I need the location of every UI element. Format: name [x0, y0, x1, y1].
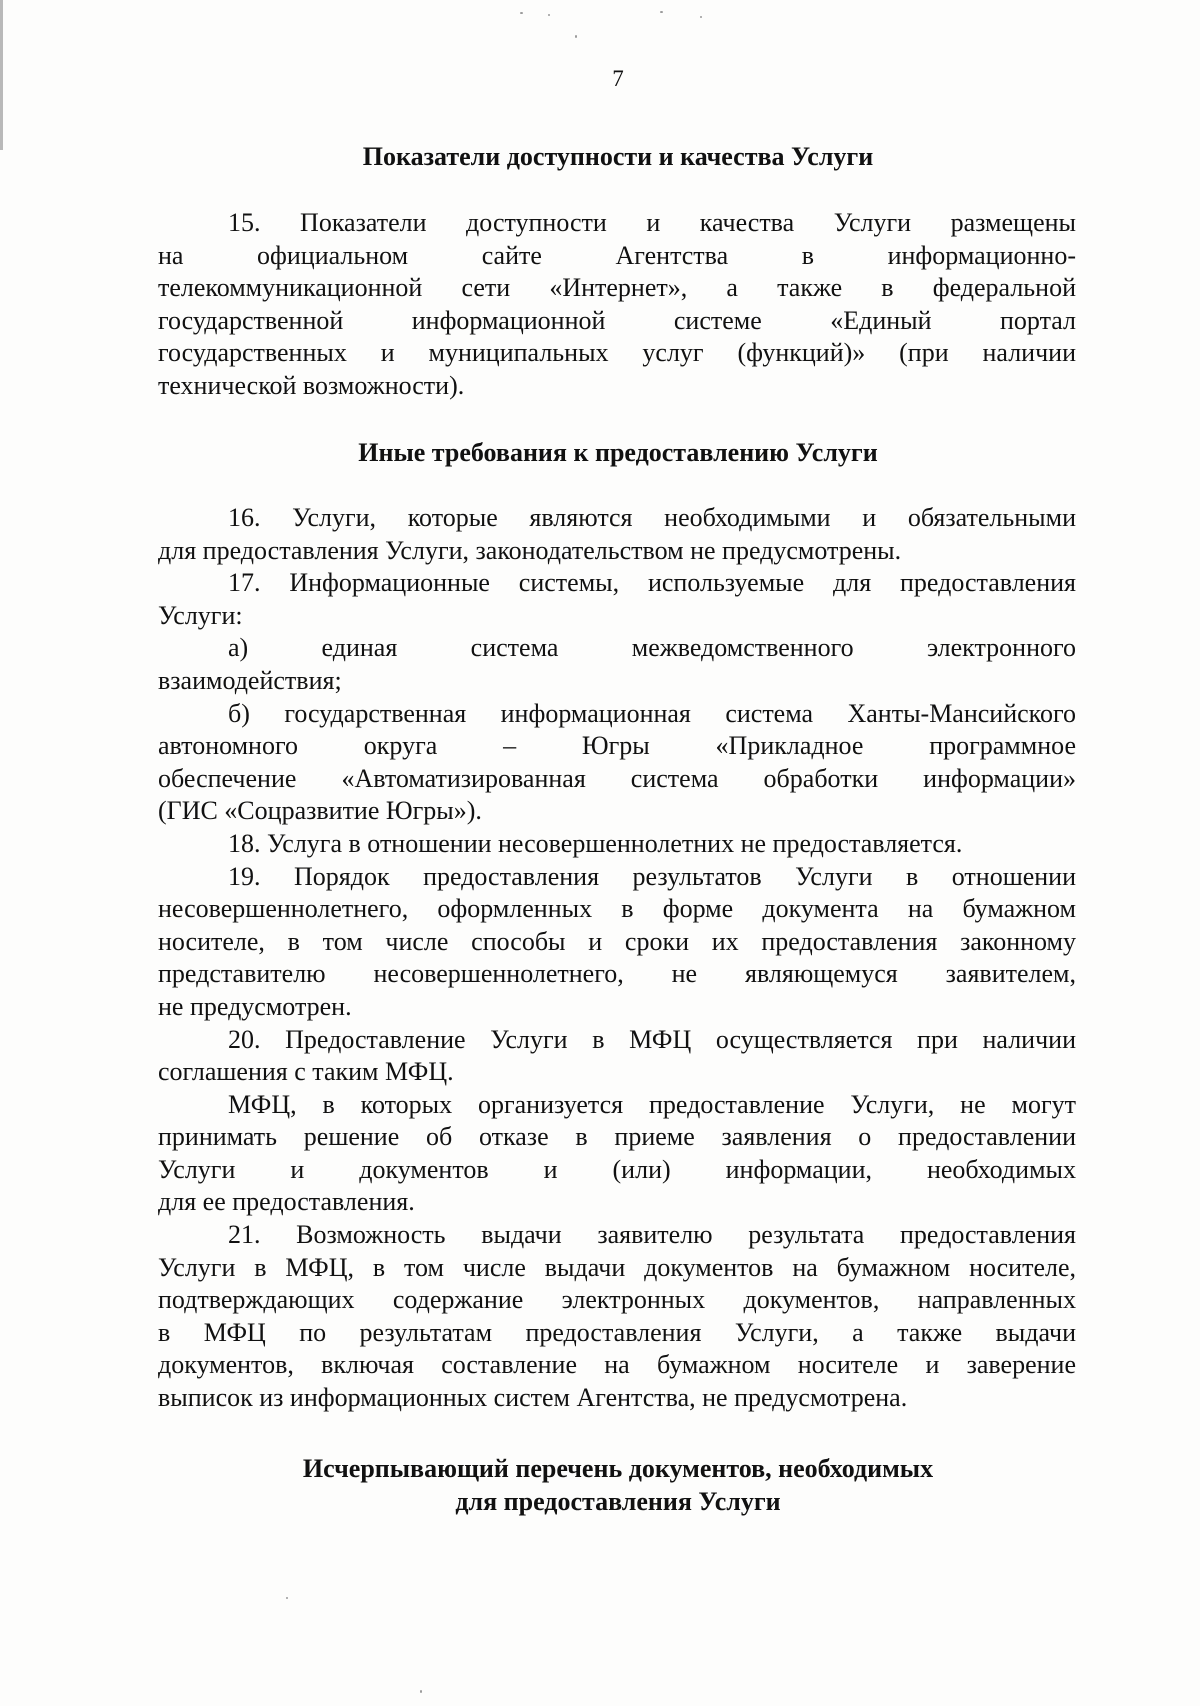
- paragraph-17-line: 17. Информационные системы, используемые для предоставления: [228, 568, 1076, 598]
- scan-speck: [660, 11, 663, 13]
- paragraph-21-line: в МФЦ по результатам предоставления Услуги, а также выдачи: [158, 1317, 1076, 1347]
- paragraph-16-line: для предоставления Услуги, законодательством не предусмотрены.: [158, 535, 902, 565]
- paragraph-18-line: 18. Услуга в отношении несовершеннолетних не предоставляется.: [228, 828, 963, 858]
- paragraph-20b-line: МФЦ, в которых организуется предоставление Услуги, не могут: [228, 1089, 1076, 1119]
- body-section: [158, 502, 1076, 1415]
- paragraph-20-line: 20. Предоставление Услуги в МФЦ осуществляется при наличии: [228, 1024, 1076, 1054]
- paragraph-line: 15. Показатели доступности и качества Услуги размещены: [228, 208, 1076, 237]
- heading-line: Исчерпывающий перечень документов, необходимых: [302, 1454, 934, 1483]
- heading-accessibility-quality: Показатели доступности и качества Услуги: [362, 142, 874, 171]
- paragraph-21-line: документов, включая составление на бумажном носителе и заверение: [158, 1350, 1076, 1380]
- paragraph-15: [158, 207, 1076, 403]
- paragraph-20b-line: для ее предоставления.: [158, 1187, 415, 1217]
- paragraph-19-line: несовершеннолетнего, оформленных в форме документа на бумажном: [158, 894, 1076, 924]
- scan-speck: [286, 1597, 288, 1599]
- heading-document-list: [158, 1452, 1078, 1518]
- paragraph-20b-line: принимать решение об отказе в приеме заявления о предоставлении: [158, 1122, 1076, 1152]
- scan-speck: [575, 35, 577, 38]
- paragraph-17b-line: автономного округа – Югры «Прикладное программное: [158, 731, 1076, 761]
- paragraph-17a-line: взаимодействия;: [158, 665, 342, 695]
- paragraph-19-line: 19. Порядок предоставления результатов Услуги в отношении: [228, 861, 1076, 891]
- paragraph-19-line: не предусмотрен.: [158, 991, 352, 1021]
- scan-speck: [520, 12, 523, 14]
- paragraph-line: государственных и муниципальных услуг (функций)» (при наличии: [158, 338, 1076, 368]
- paragraph-19-line: представителю несовершеннолетнего, не являющемуся заявителем,: [158, 959, 1076, 989]
- paragraph-line: на официальном сайте Агентства в информационно-: [158, 240, 1076, 270]
- paragraph-17b-line: обеспечение «Автоматизированная система обработки информации»: [158, 763, 1076, 793]
- paragraph-20-line: соглашения с таким МФЦ.: [158, 1057, 454, 1087]
- scan-speck: [420, 1690, 422, 1693]
- paragraph-21-line: Услуги в МФЦ, в том числе выдачи документов на бумажном носителе,: [158, 1252, 1076, 1282]
- paragraph-17-line: Услуги:: [158, 600, 243, 630]
- paragraph-17a-line: а) единая система межведомственного электронного: [228, 633, 1076, 663]
- paragraph-21-line: подтверждающих содержание электронных документов, направленных: [158, 1285, 1076, 1315]
- paragraph-19-line: носителе, в том числе способы и сроки их предоставления законному: [158, 926, 1076, 956]
- paragraph-21-line: выписок из информационных систем Агентства, не предусмотрена.: [158, 1383, 908, 1413]
- paragraph-line: технической возможности).: [158, 370, 465, 400]
- page-number: 7: [612, 66, 624, 91]
- paragraph-21-line: 21. Возможность выдачи заявителю результата предоставления: [228, 1220, 1076, 1250]
- paragraph-16-line: 16. Услуги, которые являются необходимыми и обязательными: [228, 503, 1076, 532]
- scan-speck: [700, 16, 702, 18]
- paragraph-line: государственной информационной системе «Единый портал: [158, 305, 1076, 335]
- heading-other-requirements: Иные требования к предоставлению Услуги: [358, 438, 878, 467]
- heading-line: для предоставления Услуги: [455, 1487, 781, 1516]
- paragraph-17b-line: б) государственная информационная система Ханты-Мансийского: [228, 698, 1076, 728]
- paragraph-line: телекоммуникационной сети «Интернет», а также в федеральной: [158, 273, 1076, 303]
- paragraph-17b-line: (ГИС «Соцразвитие Югры»).: [158, 796, 482, 826]
- paragraph-20b-line: Услуги и документов и (или) информации, необходимых: [158, 1154, 1076, 1184]
- scan-speck: [548, 14, 550, 16]
